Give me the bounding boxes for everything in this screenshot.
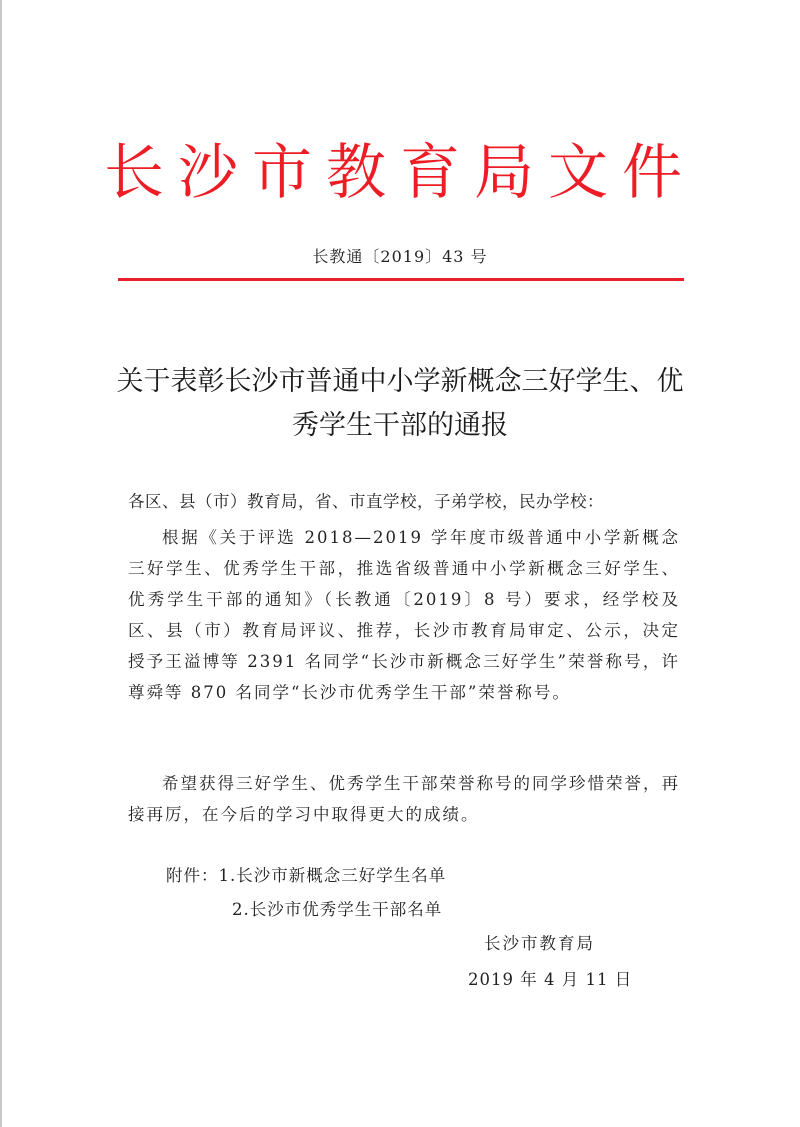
- attachment-line-2: 2.长沙市优秀学生干部名单: [232, 900, 443, 919]
- attachment-line-1: 附件：1.长沙市新概念三好学生名单: [166, 866, 447, 885]
- salutation: 各区、县（市）教育局，省、市直学校，子弟学校，民办学校：: [128, 492, 604, 511]
- document-number: 长教通〔2019〕43 号: [312, 247, 488, 266]
- red-separator-line: [118, 278, 684, 281]
- body-paragraph-1: 根据《关于评选 2018—2019 学年度市级普通中小学新概念三好学生、优秀学生干部，推选省级普通中小学新概念三好学生、优秀学生干部的通知》（长教通〔2019〕8 号）要求，经学校及区、县（市）教育局评议、推荐，长沙市教育局审定、公示，决定授予王溢博等 2391 名同学“长沙市新概念三好学生”荣誉称号，许尊舜等 870 名同学“长沙市优秀学生干部”荣誉称号。: [128, 528, 680, 702]
- body-paragraph-2: 希望获得三好学生、优秀学生干部荣誉称号的同学珍惜荣誉，再接再厉，在今后的学习中取得更大的成绩。: [128, 774, 680, 824]
- signature-date: 2019 年 4 月 11 日: [468, 970, 633, 989]
- issuer-header-title: 长沙市教育局文件: [104, 138, 696, 208]
- notice-title: 关于表彰长沙市普通中小学新概念三好学生、优秀学生干部的通报: [116, 366, 684, 441]
- signature-organization: 长沙市教育局: [484, 934, 595, 953]
